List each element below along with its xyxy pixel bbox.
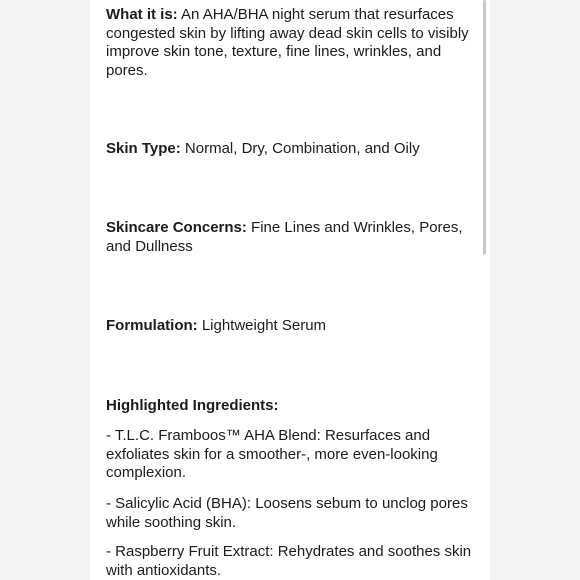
what-it-is-text: An AHA/BHA night serum that resurfaces congested skin by lifting away dead skin cells to visibly improve skin tone, texture, fine lines, wrinkles, and pores. xyxy=(106,6,469,79)
skincare-concerns-label: Skincare Concerns: xyxy=(106,219,247,236)
skincare-concerns-paragraph xyxy=(106,219,478,256)
vertical-scrollbar[interactable] xyxy=(483,0,486,255)
skin-type-paragraph xyxy=(106,140,420,159)
product-description-panel xyxy=(90,0,490,580)
skin-type-text: Normal, Dry, Combination, and Oily xyxy=(180,140,420,157)
ingredient-item: - T.L.C. Framboos™ AHA Blend: Resurfaces and exfoliates skin for a smoother-, more even-looking complexion. xyxy=(106,427,438,481)
ingredient-item: - Salicylic Acid (BHA): Loosens sebum to unclog pores while soothing skin. xyxy=(106,495,468,531)
formulation-paragraph xyxy=(106,317,326,336)
highlighted-ingredients-heading: Highlighted Ingredients: xyxy=(106,397,279,414)
what-it-is-paragraph xyxy=(106,6,478,80)
formulation-text: Lightweight Serum xyxy=(197,317,327,334)
what-it-is-label: What it is: xyxy=(106,6,178,23)
formulation-label: Formulation: xyxy=(106,317,198,334)
ingredient-item: - Raspberry Fruit Extract: Rehydrates and soothes skin with antioxidants. xyxy=(106,543,472,579)
skincare-concerns-text: Fine Lines and Wrinkles, Pores, and Dullness xyxy=(106,219,463,255)
skin-type-label: Skin Type: xyxy=(106,140,181,157)
